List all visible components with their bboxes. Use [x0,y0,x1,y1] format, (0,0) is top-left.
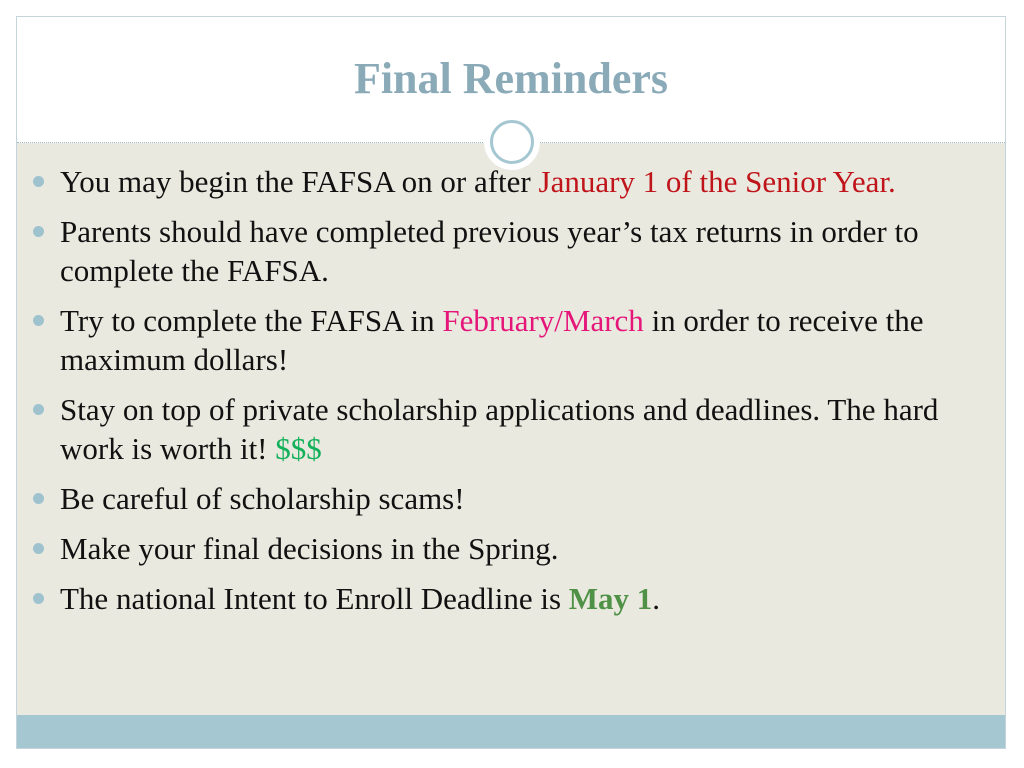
bullet-text-after: . [652,581,661,616]
bullet-item-scams [30,479,950,518]
bullet-dot-icon [33,593,44,604]
bullet-item-tax-returns [30,212,950,290]
bullet-text: Be careful of scholarship scams! [60,481,465,516]
bullet-text: Make your final decisions in the Spring. [60,531,559,566]
bullet-highlight-deadline: May 1 [568,581,653,616]
bullet-dot-icon [33,543,44,554]
bullet-highlight-months: February/March [442,303,644,338]
bullet-highlight-dollars: $$$ [275,431,322,466]
bullet-dot-icon [33,226,44,237]
bullet-text: The national Intent to Enroll Deadline is [60,581,569,616]
bullet-list [30,162,950,629]
bullet-text: Parents should have completed previous year’s tax returns in order to complete the FAFSA. [60,214,919,288]
bullet-dot-icon [33,404,44,415]
bullet-dot-icon [33,176,44,187]
bullet-text-after: in order to receive the maximum dollars! [60,303,924,377]
bullet-item-decisions [30,529,950,568]
bullet-item-enroll-deadline [30,579,950,618]
bullet-item-fafsa-start [30,162,950,201]
bullet-dot-icon [33,493,44,504]
slide-title: Final Reminders [353,54,669,103]
bullet-item-scholarships [30,390,950,468]
footer-band [17,715,1005,749]
bullet-text: Try to complete the FAFSA in [60,303,443,338]
bullet-text: You may begin the FAFSA on or after [60,164,539,199]
divider-ring-inner [490,120,534,164]
bullet-item-fafsa-timing [30,301,950,379]
bullet-dot-icon [33,315,44,326]
bullet-text: Stay on top of private scholarship applications and deadlines. The hard work is worth it! [60,392,939,466]
bullet-highlight-date: January 1 of the Senior Year. [538,164,896,199]
